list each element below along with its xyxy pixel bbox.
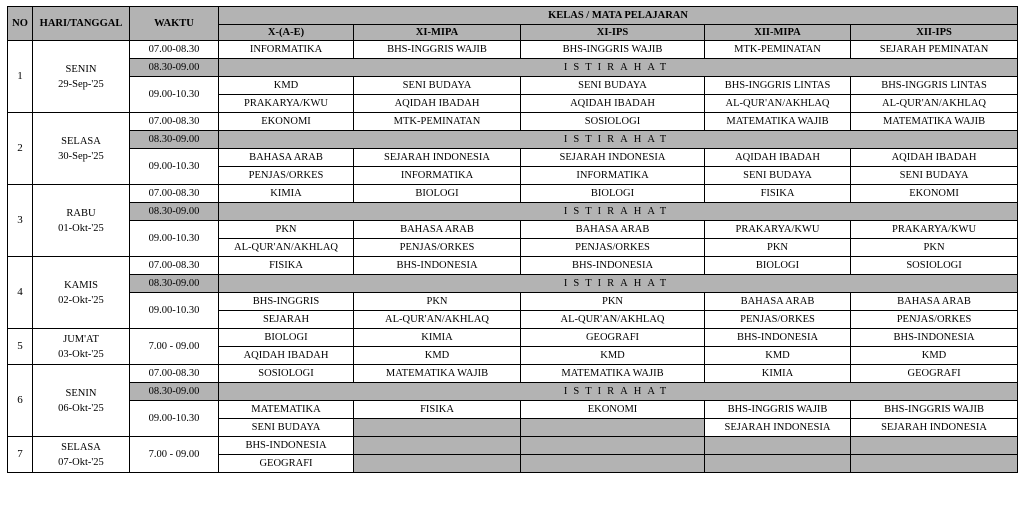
subject-cell: SEJARAH INDONESIA bbox=[354, 149, 521, 167]
subject-cell: MTK-PEMINATAN bbox=[705, 41, 851, 59]
break-row bbox=[8, 383, 1018, 401]
subject-cell: AQIDAH IBADAH bbox=[705, 149, 851, 167]
table-row bbox=[8, 77, 1018, 95]
subject-cell: KMD bbox=[521, 347, 705, 365]
subject-cell: BHS-INGGRIS LINTAS bbox=[705, 77, 851, 95]
subject-cell: PENJAS/ORKES bbox=[705, 311, 851, 329]
time-slot: 09.00-10.30 bbox=[130, 293, 219, 329]
header-hari-tanggal: HARI/TANGGAL bbox=[33, 7, 130, 41]
table-row bbox=[8, 113, 1018, 131]
subject-cell: MATEMATIKA bbox=[219, 401, 354, 419]
day-name: JUM'AT bbox=[63, 333, 99, 345]
subject-cell: EKONOMI bbox=[219, 113, 354, 131]
subject-cell: MATEMATIKA WAJIB bbox=[354, 365, 521, 383]
day-date: 01-Okt-'25 bbox=[58, 222, 104, 234]
day-date-cell bbox=[33, 185, 130, 257]
day-number: 7 bbox=[8, 437, 33, 473]
subject-cell: SOSIOLOGI bbox=[219, 365, 354, 383]
table-row bbox=[8, 293, 1018, 311]
break-row bbox=[8, 59, 1018, 77]
break-row bbox=[8, 275, 1018, 293]
subject-cell: SOSIOLOGI bbox=[521, 113, 705, 131]
table-row bbox=[8, 185, 1018, 203]
time-slot: 7.00 - 09.00 bbox=[130, 437, 219, 473]
subject-cell: AL-QUR'AN/AKHLAQ bbox=[851, 95, 1018, 113]
subject-cell: PENJAS/ORKES bbox=[521, 239, 705, 257]
day-date-cell bbox=[33, 113, 130, 185]
time-slot: 09.00-10.30 bbox=[130, 221, 219, 257]
subject-cell: PKN bbox=[851, 239, 1018, 257]
subject-cell: PENJAS/ORKES bbox=[354, 239, 521, 257]
table-row bbox=[8, 401, 1018, 419]
empty-cell bbox=[851, 437, 1018, 455]
day-number: 5 bbox=[8, 329, 33, 365]
subject-cell: AQIDAH IBADAH bbox=[851, 149, 1018, 167]
subject-cell: BAHASA ARAB bbox=[851, 293, 1018, 311]
subject-cell: MTK-PEMINATAN bbox=[354, 113, 521, 131]
time-slot: 09.00-10.30 bbox=[130, 149, 219, 185]
subject-cell: SENI BUDAYA bbox=[705, 167, 851, 185]
break-row bbox=[8, 203, 1018, 221]
table-row bbox=[8, 257, 1018, 275]
day-date: 30-Sep-'25 bbox=[58, 150, 104, 162]
subject-cell: KIMIA bbox=[705, 365, 851, 383]
istirahat-label: ISTIRAHAT bbox=[219, 383, 1018, 401]
time-slot: 07.00-08.30 bbox=[130, 113, 219, 131]
subject-cell: PENJAS/ORKES bbox=[851, 311, 1018, 329]
table-row bbox=[8, 329, 1018, 347]
header-class-x: X-(A-E) bbox=[219, 25, 354, 41]
time-slot: 07.00-08.30 bbox=[130, 185, 219, 203]
subject-cell: FISIKA bbox=[705, 185, 851, 203]
subject-cell: AQIDAH IBADAH bbox=[521, 95, 705, 113]
subject-cell: PKN bbox=[219, 221, 354, 239]
break-time: 08.30-09.00 bbox=[130, 59, 219, 77]
break-time: 08.30-09.00 bbox=[130, 203, 219, 221]
subject-cell: BHS-INDONESIA bbox=[851, 329, 1018, 347]
break-row bbox=[8, 131, 1018, 149]
day-number: 1 bbox=[8, 41, 33, 113]
subject-cell: PRAKARYA/KWU bbox=[851, 221, 1018, 239]
day-number: 2 bbox=[8, 113, 33, 185]
subject-cell: PKN bbox=[354, 293, 521, 311]
subject-cell: SENI BUDAYA bbox=[354, 77, 521, 95]
time-slot: 07.00-08.30 bbox=[130, 257, 219, 275]
time-slot: 07.00-08.30 bbox=[130, 365, 219, 383]
subject-cell: AL-QUR'AN/AKHLAQ bbox=[354, 311, 521, 329]
empty-cell bbox=[521, 437, 705, 455]
istirahat-label: ISTIRAHAT bbox=[219, 131, 1018, 149]
day-date-cell bbox=[33, 365, 130, 437]
subject-cell: BHS-INDONESIA bbox=[219, 437, 354, 455]
subject-cell: SENI BUDAYA bbox=[219, 419, 354, 437]
subject-cell: BHS-INGGRIS bbox=[219, 293, 354, 311]
subject-cell: BHS-INDONESIA bbox=[705, 329, 851, 347]
time-slot: 09.00-10.30 bbox=[130, 77, 219, 113]
day-name: SELASA bbox=[61, 441, 101, 453]
subject-cell: BHS-INGGRIS WAJIB bbox=[354, 41, 521, 59]
subject-cell: BHS-INGGRIS LINTAS bbox=[851, 77, 1018, 95]
subject-cell: FISIKA bbox=[219, 257, 354, 275]
subject-cell: PRAKARYA/KWU bbox=[705, 221, 851, 239]
break-time: 08.30-09.00 bbox=[130, 383, 219, 401]
subject-cell: AL-QUR'AN/AKHLAQ bbox=[705, 95, 851, 113]
subject-cell: SEJARAH INDONESIA bbox=[705, 419, 851, 437]
subject-cell: MATEMATIKA WAJIB bbox=[705, 113, 851, 131]
empty-cell bbox=[705, 437, 851, 455]
break-time: 08.30-09.00 bbox=[130, 275, 219, 293]
subject-cell: MATEMATIKA WAJIB bbox=[851, 113, 1018, 131]
subject-cell: AQIDAH IBADAH bbox=[354, 95, 521, 113]
subject-cell: FISIKA bbox=[354, 401, 521, 419]
day-name: SENIN bbox=[65, 387, 97, 399]
day-date: 02-Okt-'25 bbox=[58, 294, 104, 306]
subject-cell: BHS-INGGRIS WAJIB bbox=[521, 41, 705, 59]
subject-cell: GEOGRAFI bbox=[219, 455, 354, 473]
subject-cell: PKN bbox=[521, 293, 705, 311]
subject-cell: BAHASA ARAB bbox=[705, 293, 851, 311]
subject-cell: BAHASA ARAB bbox=[354, 221, 521, 239]
header-class-xii-ips: XII-IPS bbox=[851, 25, 1018, 41]
subject-cell: BIOLOGI bbox=[705, 257, 851, 275]
istirahat-label: ISTIRAHAT bbox=[219, 275, 1018, 293]
subject-cell: KIMIA bbox=[219, 185, 354, 203]
subject-cell: GEOGRAFI bbox=[521, 329, 705, 347]
subject-cell: INFORMATIKA bbox=[219, 41, 354, 59]
subject-cell: INFORMATIKA bbox=[354, 167, 521, 185]
subject-cell: BIOLOGI bbox=[219, 329, 354, 347]
subject-cell: SENI BUDAYA bbox=[851, 167, 1018, 185]
empty-cell bbox=[354, 419, 521, 437]
subject-cell: BAHASA ARAB bbox=[521, 221, 705, 239]
day-date: 29-Sep-'25 bbox=[58, 78, 104, 90]
subject-cell: BHS-INGGRIS WAJIB bbox=[705, 401, 851, 419]
subject-cell: PKN bbox=[705, 239, 851, 257]
time-slot: 09.00-10.30 bbox=[130, 401, 219, 437]
day-date: 06-Okt-'25 bbox=[58, 402, 104, 414]
day-name: KAMIS bbox=[64, 279, 98, 291]
subject-cell: MATEMATIKA WAJIB bbox=[521, 365, 705, 383]
subject-cell: KMD bbox=[354, 347, 521, 365]
table-row bbox=[8, 437, 1018, 455]
day-date-cell bbox=[33, 437, 130, 473]
empty-cell bbox=[705, 455, 851, 473]
header-class-xi-ips: XI-IPS bbox=[521, 25, 705, 41]
empty-cell bbox=[851, 455, 1018, 473]
subject-cell: BHS-INDONESIA bbox=[354, 257, 521, 275]
subject-cell: SEJARAH INDONESIA bbox=[521, 149, 705, 167]
day-date: 03-Okt-'25 bbox=[58, 348, 104, 360]
table-row bbox=[8, 365, 1018, 383]
subject-cell: AL-QUR'AN/AKHLAQ bbox=[219, 239, 354, 257]
break-time: 08.30-09.00 bbox=[130, 131, 219, 149]
subject-cell: SENI BUDAYA bbox=[521, 77, 705, 95]
empty-cell bbox=[521, 455, 705, 473]
subject-cell: SEJARAH PEMINATAN bbox=[851, 41, 1018, 59]
day-number: 6 bbox=[8, 365, 33, 437]
schedule-body bbox=[8, 41, 1018, 473]
day-name: SENIN bbox=[65, 63, 97, 75]
subject-cell: BHS-INDONESIA bbox=[521, 257, 705, 275]
subject-cell: AQIDAH IBADAH bbox=[219, 347, 354, 365]
header-kelas: KELAS / MATA PELAJARAN bbox=[219, 7, 1018, 25]
subject-cell: EKONOMI bbox=[521, 401, 705, 419]
header-waktu: WAKTU bbox=[130, 7, 219, 41]
subject-cell: KMD bbox=[851, 347, 1018, 365]
subject-cell: BAHASA ARAB bbox=[219, 149, 354, 167]
time-slot: 7.00 - 09.00 bbox=[130, 329, 219, 365]
subject-cell: AL-QUR'AN/AKHLAQ bbox=[521, 311, 705, 329]
subject-cell: PENJAS/ORKES bbox=[219, 167, 354, 185]
day-date-cell bbox=[33, 329, 130, 365]
istirahat-label: ISTIRAHAT bbox=[219, 203, 1018, 221]
day-date-cell bbox=[33, 257, 130, 329]
subject-cell: GEOGRAFI bbox=[851, 365, 1018, 383]
empty-cell bbox=[354, 437, 521, 455]
day-date: 07-Okt-'25 bbox=[58, 456, 104, 468]
subject-cell: EKONOMI bbox=[851, 185, 1018, 203]
header-class-xii-mipa: XII-MIPA bbox=[705, 25, 851, 41]
schedule-table bbox=[7, 6, 1018, 473]
empty-cell bbox=[354, 455, 521, 473]
time-slot: 07.00-08.30 bbox=[130, 41, 219, 59]
subject-cell: SEJARAH bbox=[219, 311, 354, 329]
header-no: NO bbox=[8, 7, 33, 41]
day-name: RABU bbox=[66, 207, 96, 219]
table-row bbox=[8, 41, 1018, 59]
subject-cell: KMD bbox=[705, 347, 851, 365]
subject-cell: SEJARAH INDONESIA bbox=[851, 419, 1018, 437]
day-name: SELASA bbox=[61, 135, 101, 147]
header-class-xi-mipa: XI-MIPA bbox=[354, 25, 521, 41]
subject-cell: BHS-INGGRIS WAJIB bbox=[851, 401, 1018, 419]
table-row bbox=[8, 149, 1018, 167]
subject-cell: SOSIOLOGI bbox=[851, 257, 1018, 275]
day-number: 4 bbox=[8, 257, 33, 329]
subject-cell: BIOLOGI bbox=[354, 185, 521, 203]
subject-cell: INFORMATIKA bbox=[521, 167, 705, 185]
empty-cell bbox=[521, 419, 705, 437]
day-date-cell bbox=[33, 41, 130, 113]
day-number: 3 bbox=[8, 185, 33, 257]
table-row bbox=[8, 221, 1018, 239]
subject-cell: KMD bbox=[219, 77, 354, 95]
subject-cell: BIOLOGI bbox=[521, 185, 705, 203]
istirahat-label: ISTIRAHAT bbox=[219, 59, 1018, 77]
subject-cell: KIMIA bbox=[354, 329, 521, 347]
subject-cell: PRAKARYA/KWU bbox=[219, 95, 354, 113]
